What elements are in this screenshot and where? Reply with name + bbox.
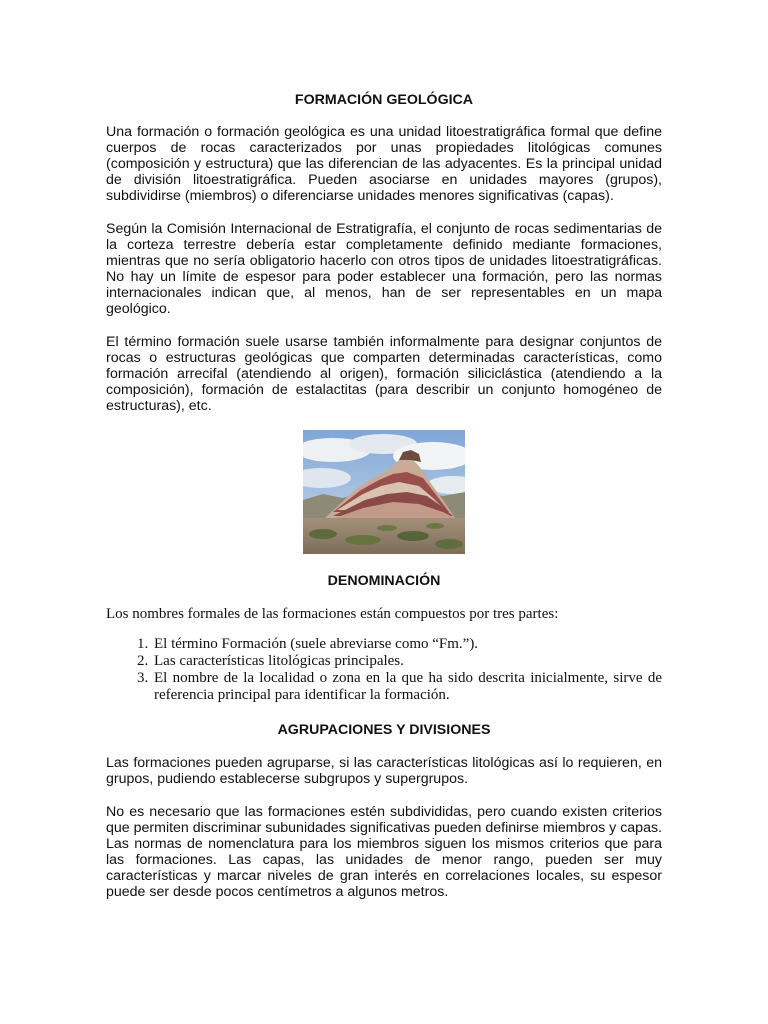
list-item: 2. Las características litológicas principales. — [152, 653, 662, 670]
section-title-denominacion: DENOMINACIÓN — [327, 573, 441, 589]
paragraph-groupings: Las formaciones pueden agruparse, si las características litológicas así lo requieren, en grupos, pudiendo establecerse subgrupos y supergrupos. — [106, 755, 662, 787]
paragraph-informal-use: El término formación suele usarse también informalmente para designar conjuntos de rocas o estructuras geológicas que comparten determinadas características, como formación arrecifal (atendiendo al origen), formación siliciclástica (atendiendo a la composición), formación de estalactitas (para describir un conjunto homogéneo de estructuras), etc. — [106, 334, 662, 414]
list-item: 3. El nombre de la localidad o zona en la que ha sido descrita inicialmente, sirve de referencia principal para identificar la formación. — [152, 670, 662, 704]
document-title: FORMACIÓN GEOLÓGICA — [294, 92, 474, 108]
section-title-agrupaciones: AGRUPACIONES Y DIVISIONES — [277, 722, 491, 738]
naming-parts-list — [106, 636, 662, 704]
geological-formation-photo — [303, 430, 465, 554]
paragraph-definition: Una formación o formación geológica es una unidad litoestratigráfica formal que define cuerpos de rocas caracterizados por unas propiedades litológicas comunes (composición y estructura) que las diferencian de las adyacentes. Es la principal unidad de división litoestratigráfica. Pueden asociarse en unidades mayores (grupos), subdividirse (miembros) o diferenciarse unidades menores significativas (capas). — [106, 124, 662, 204]
list-item: 1. El término Formación (suele abreviarse como “Fm.”). — [152, 636, 662, 653]
paragraph-stratigraphy-commission: Según la Comisión Internacional de Estratigrafía, el conjunto de rocas sedimentarias de la corteza terrestre debería estar completamente definido mediante formaciones, mientras que no sería obligatorio hacerlo con otros tipos de unidades litoestratigráficas. No hay un límite de espesor para poder establecer una formación, pero las normas internacionales indican que, al menos, han de ser representables en un mapa geológico. — [106, 221, 662, 317]
paragraph-subdivisions: No es necesario que las formaciones estén subdivididas, pero cuando existen criterios que permiten discriminar subunidades significativas pueden definirse miembros y capas. Las normas de nomenclatura para los miembros siguen los mismos criterios que para las formaciones. Las capas, las unidades de menor rango, pueden ser muy características y marcar niveles de gran interés en correlaciones locales, su espesor puede ser desde pocos centímetros a algunos metros. — [106, 804, 662, 900]
document-page — [106, 92, 662, 900]
denominacion-intro: Los nombres formales de las formaciones están compuestos por tres partes: — [106, 606, 559, 622]
